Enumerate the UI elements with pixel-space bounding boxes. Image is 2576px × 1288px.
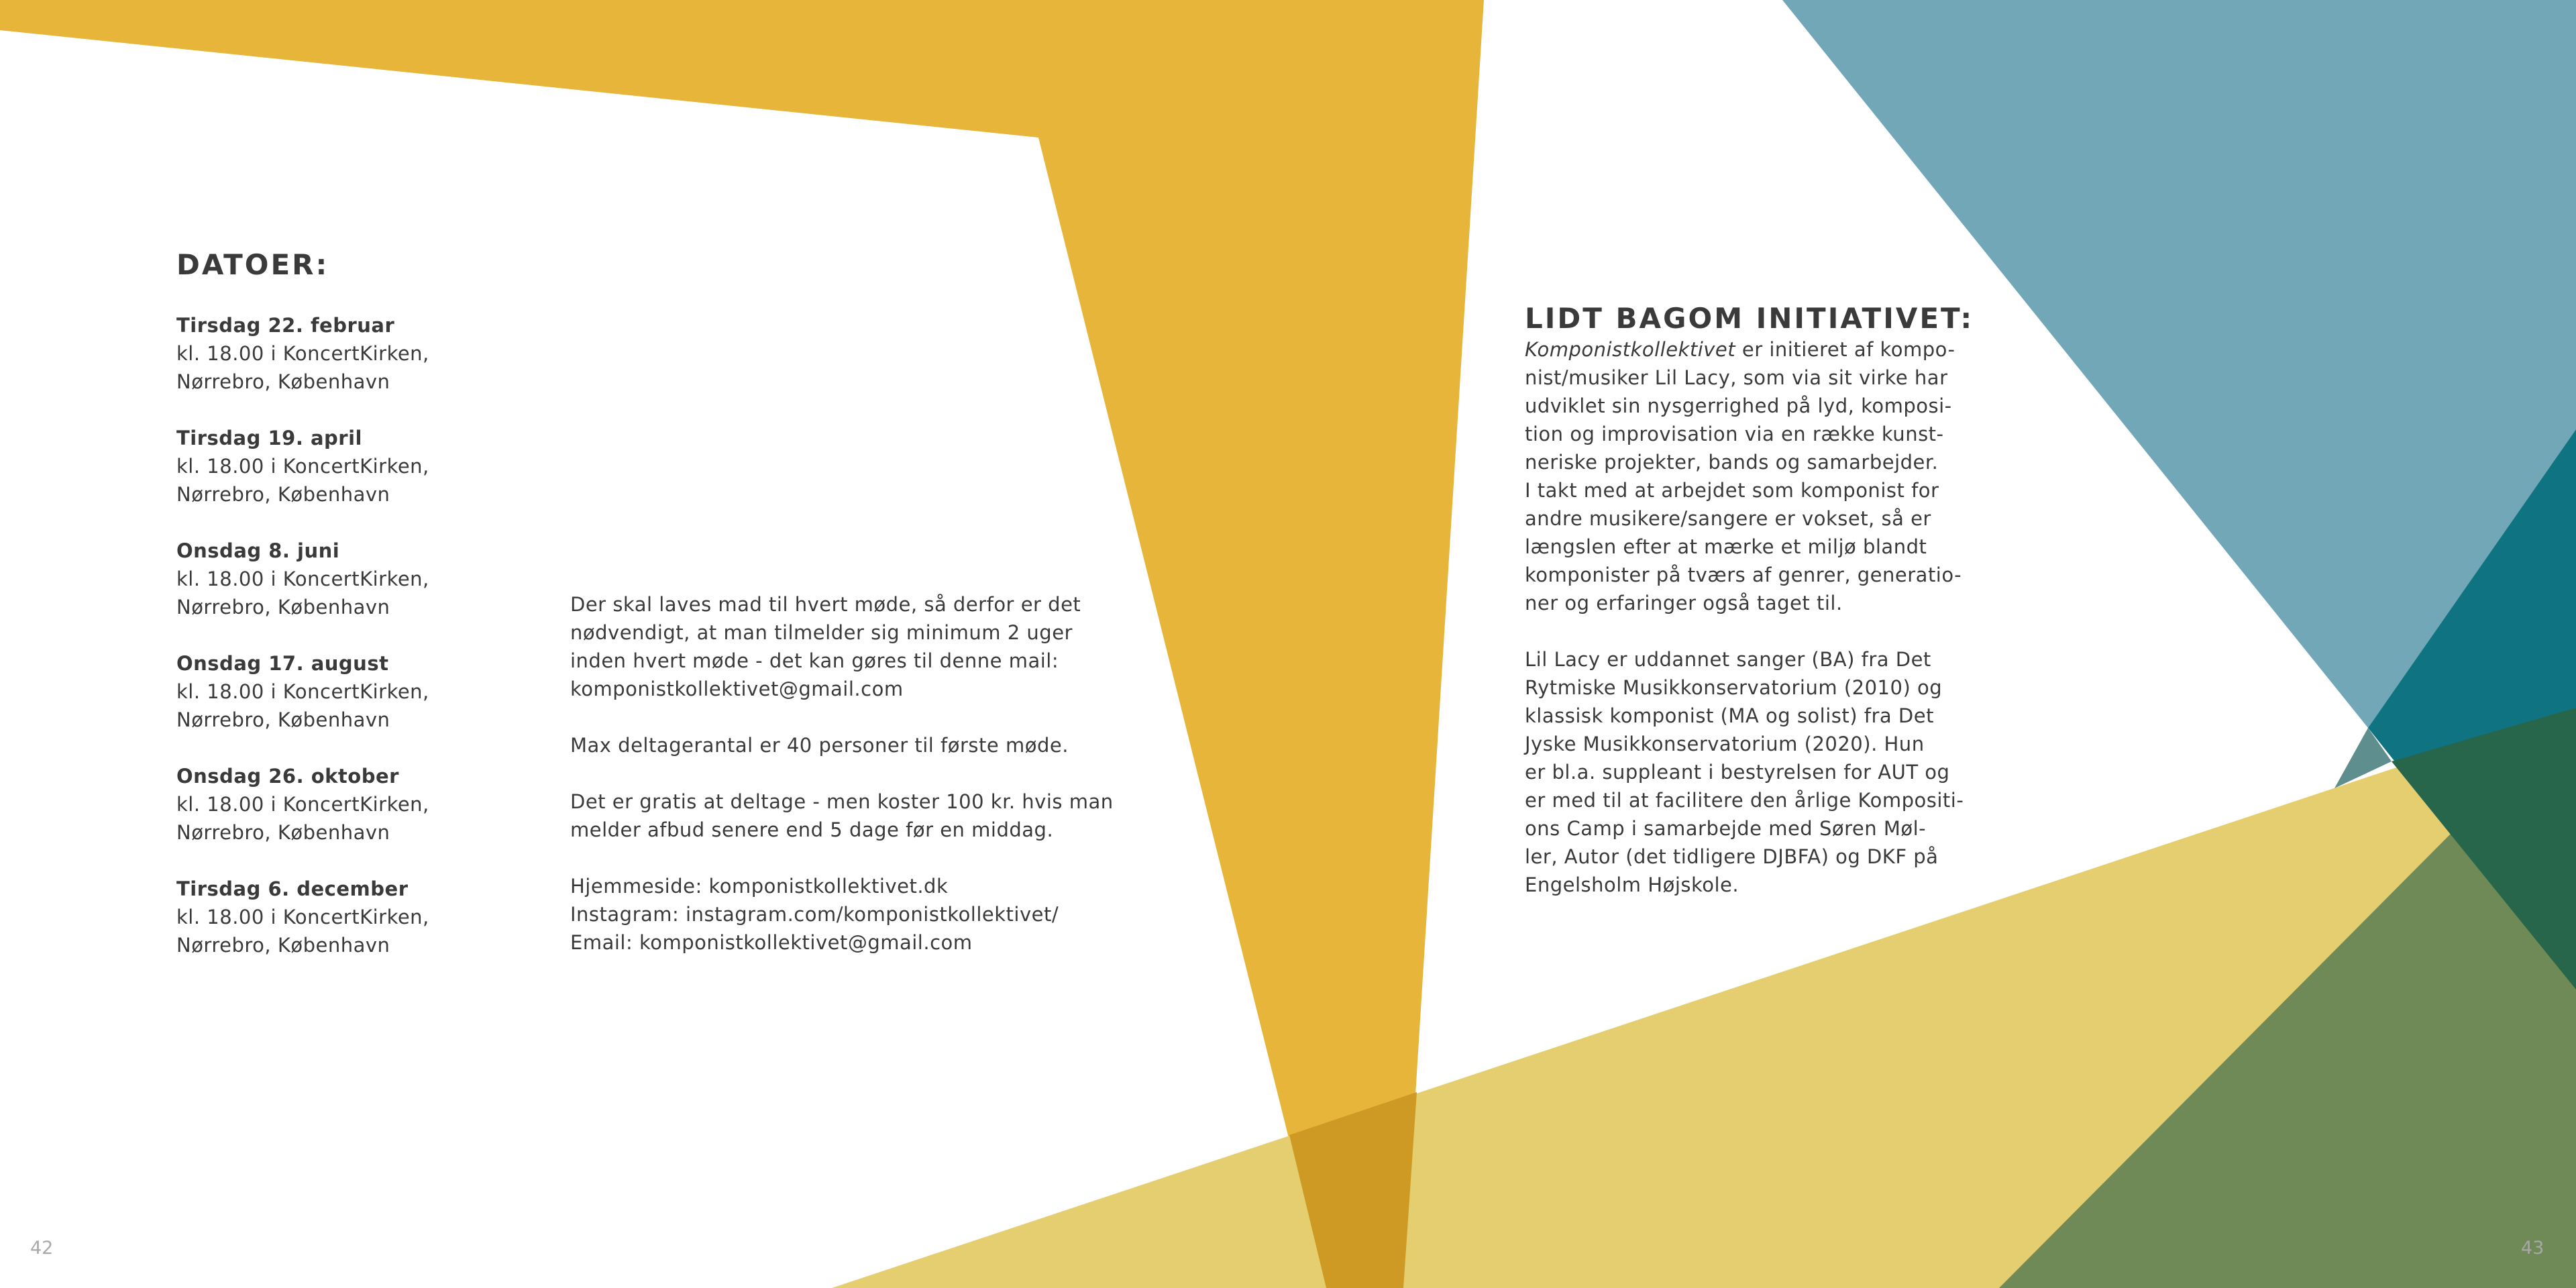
date-entry xyxy=(176,762,552,847)
food-paragraph: Der skal laves mad til hvert møde, så derfor er det nødvendigt, at man tilmelder sig minimum 2 uger inden hvert møde - det kan gøres til denne mail: komponistkollektivet@gmail.com xyxy=(570,593,1081,700)
date-detail: kl. 18.00 i KoncertKirken, Nørrebro, København xyxy=(176,455,429,506)
date-day: Onsdag 26. oktober xyxy=(176,765,399,788)
contact-paragraph: Hjemmeside: komponistkollektivet.dk Instagram: instagram.com/komponistkollektivet/ Email: komponistkollektivet@gmail.com xyxy=(570,875,1059,954)
date-entry xyxy=(176,875,552,959)
date-day: Tirsdag 19. april xyxy=(176,427,362,449)
date-day: Onsdag 8. juni xyxy=(176,539,340,562)
intro-text: er initieret af kompo- nist/musiker Lil Lacy, som via sit virke har udviklet sin nysgerrighed på lyd, komposi- tion og improvisation via en række kunst- neriske projekter, bands og samarbejder. I takt med at arbejdet som komponist for andre musikere/sangere er vokset, så er længslen efter at mærke et miljø blandt komponister på tværs af genrer, generatio- ner og erfaringer også taget til. xyxy=(1525,338,1962,614)
date-entry xyxy=(176,537,552,621)
date-day: Tirsdag 6. december xyxy=(176,877,409,900)
date-detail: kl. 18.00 i KoncertKirken, Nørrebro, København xyxy=(176,793,429,844)
initiative-column xyxy=(1525,335,1994,927)
initiative-heading: LIDT BAGOM INITIATIVET: xyxy=(1525,302,1974,335)
intro-paragraph xyxy=(1525,335,1994,617)
date-day: Tirsdag 22. februar xyxy=(176,314,395,337)
max-participants-paragraph: Max deltagerantal er 40 personer til første møde. xyxy=(570,734,1069,757)
date-detail: kl. 18.00 i KoncertKirken, Nørrebro, København xyxy=(176,342,429,393)
right-page-number: 43 xyxy=(2521,1238,2544,1258)
price-paragraph: Det er gratis at deltage - men koster 100 kr. hvis man melder afbud senere end 5 dage før en middag. xyxy=(570,790,1114,841)
date-detail: kl. 18.00 i KoncertKirken, Nørrebro, København xyxy=(176,680,429,731)
bio-paragraph: Lil Lacy er uddannet sanger (BA) fra Det Rytmiske Musikkonservatorium (2010) og klassisk komponist (MA og solist) fra Det Jyske Musikkonservatorium (2020). Hun er bl.a. suppleant i bestyrelsen for AUT og er med til at facilitere den årlige Kompositi- ons Camp i samarbejde med Søren Møl- ler, Autor (det tidligere DJBFA) og DKF på Engelsholm Højskole. xyxy=(1525,648,1964,896)
date-day: Onsdag 17. august xyxy=(176,652,389,675)
dates-heading: DATOER: xyxy=(176,248,329,281)
date-detail: kl. 18.00 i KoncertKirken, Nørrebro, København xyxy=(176,906,429,957)
date-entry xyxy=(176,424,552,508)
info-column xyxy=(570,590,1114,985)
intro-italic: Komponistkollektivet xyxy=(1525,338,1736,361)
left-page-number: 42 xyxy=(30,1238,54,1258)
date-entry xyxy=(176,311,552,396)
date-detail: kl. 18.00 i KoncertKirken, Nørrebro, København xyxy=(176,568,429,619)
date-entry xyxy=(176,649,552,734)
dates-list xyxy=(176,311,552,987)
